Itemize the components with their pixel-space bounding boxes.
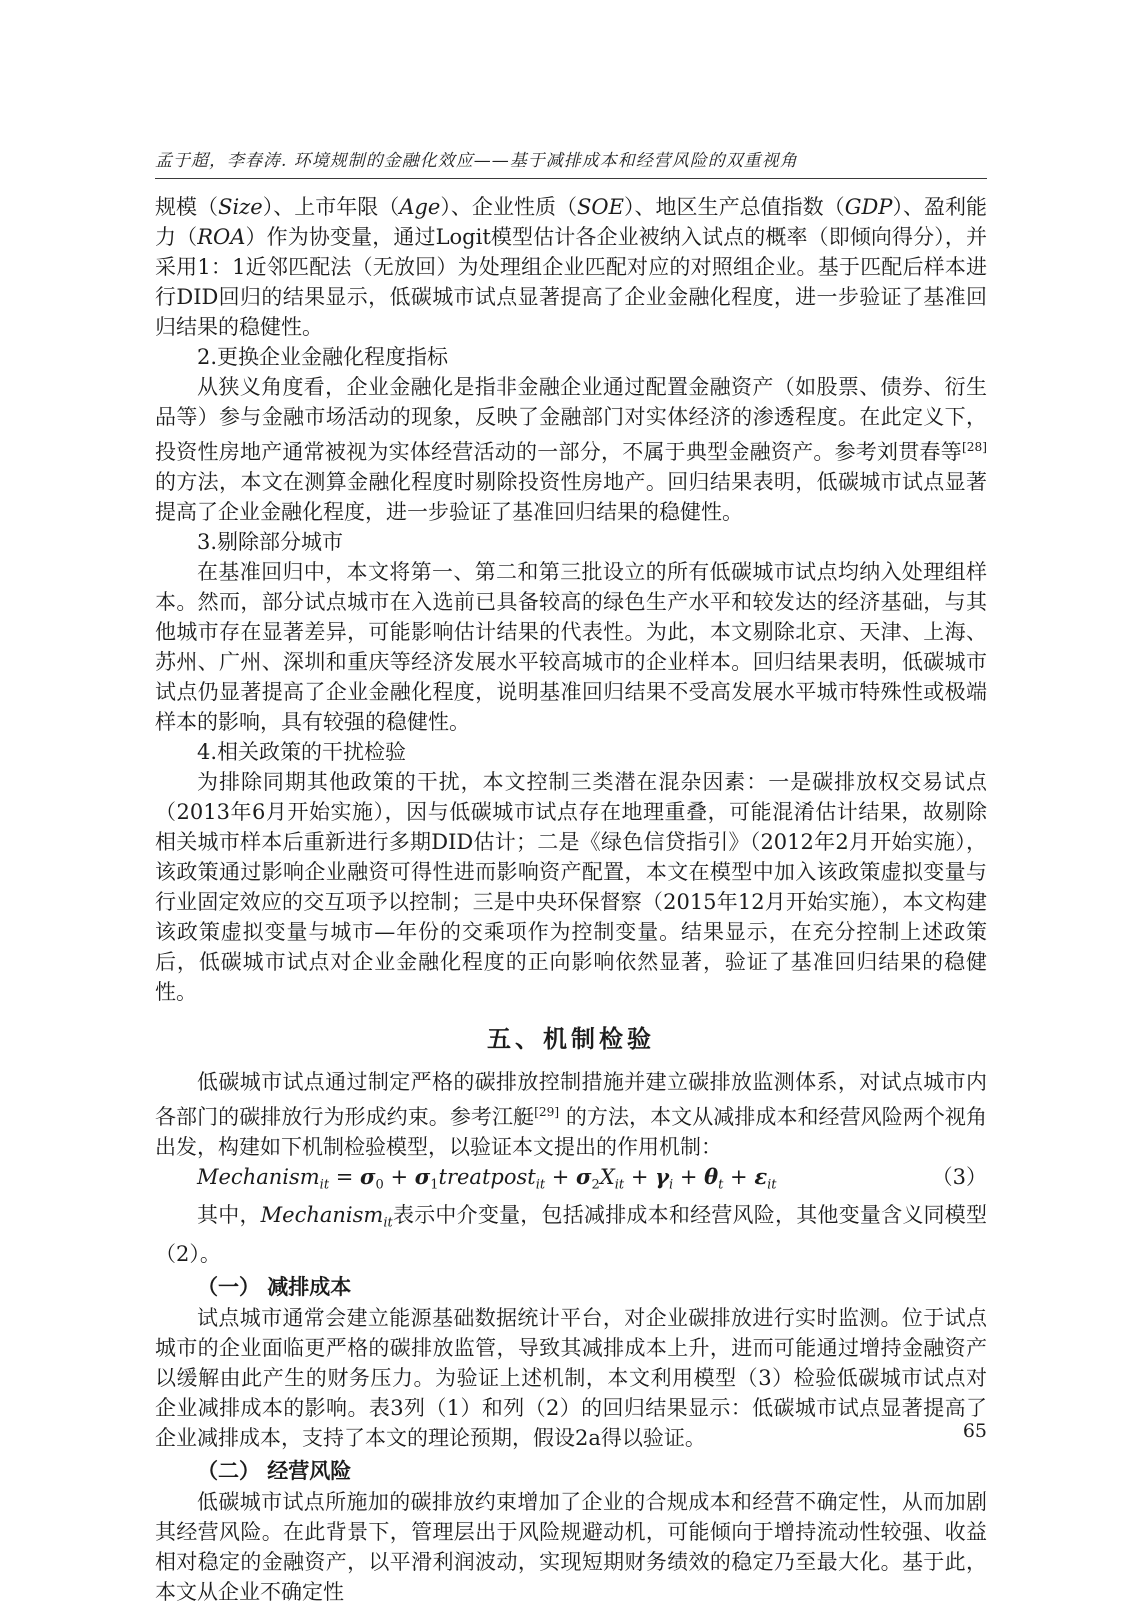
mechanism-equation <box>197 1162 777 1201</box>
text-segment: + <box>723 1164 755 1189</box>
text-segment: + <box>383 1164 415 1189</box>
text-segment: 表示中介变量，包括减排成本和经营风险，其他变量含义同模型（2）。 <box>155 1203 987 1266</box>
equation-number: （3） <box>931 1164 987 1189</box>
text-segment: + <box>545 1164 577 1189</box>
text-segment: it <box>767 1177 777 1193</box>
text-segment: Age <box>399 195 441 219</box>
text-segment: 2 <box>591 1177 600 1193</box>
text-segment: 的方法，本文在测算金融化程度时剔除投资性房地产。回归结果表明，低碳城市试点显著提高了企业金融化程度，进一步验证了基准回归结果的稳健性。 <box>155 469 987 524</box>
page-number: 65 <box>962 1420 987 1442</box>
heading-exclude-cities: 3.剔除部分城市 <box>197 529 344 554</box>
section-title-mechanism-test: 五、机制检验 <box>487 1024 655 1053</box>
heading-replace-financialization-index: 2.更换企业金融化程度指标 <box>197 345 449 369</box>
paper-body <box>155 192 987 1607</box>
text-segment: X <box>599 1164 615 1189</box>
paper-page <box>155 146 987 1607</box>
text-segment: Size <box>218 195 263 219</box>
text-segment: GDP <box>844 195 893 219</box>
text-segment: σ <box>576 1163 592 1189</box>
text-segment: Mechanism <box>197 1164 320 1189</box>
heading-policy-interference-test: 4.相关政策的干扰检验 <box>197 739 407 764</box>
text-segment: 1 <box>430 1177 439 1193</box>
text-segment: + <box>673 1164 705 1189</box>
text-segment: Mechanism <box>260 1203 384 1228</box>
text-segment: it <box>535 1177 546 1193</box>
paragraph-exclude-cities: 在基准回归中，本文将第一、第二和第三批设立的所有低碳城市试点均纳入处理组样本。然而，部分试点城市在入选前已具备较高的绿色生产水平和较发达的经济基础，与其他城市存在显著差异，可能影响估计结果的代表性。为此，本文剔除北京、天津、上海、苏州、广州、深圳和重庆等经济发展水平较高城市的企业样本。回归结果表明，低碳城市试点仍显著提高了企业金融化程度，说明基准回归结果不受高发展水平城市特殊性或极端样本的影响，具有较强的稳健性。 <box>155 559 987 734</box>
text-segment: + <box>624 1164 656 1189</box>
text-segment: it <box>319 1177 330 1193</box>
paragraph-mechanism-intro <box>155 1067 987 1162</box>
text-segment: γ <box>655 1163 669 1189</box>
text-segment: [29] <box>534 1104 560 1119</box>
subheading-abatement-cost: （一） 减排成本 <box>197 1274 352 1299</box>
paragraph-operating-risk: 低碳城市试点所施加的碳排放约束增加了企业的合规成本和经营不确定性，从而加剧其经营风险。在此背景下，管理层出于风险规避动机，可能倾向于增持流动性较强、收益相对稳定的金融资产，以平滑利润波动，实现短期财务绩效的稳定乃至最大化。基于此，本文从企业不确定性 <box>155 1489 987 1604</box>
paragraph-replace-financialization-index <box>155 372 987 527</box>
text-segment: t <box>718 1177 724 1193</box>
text-segment: i <box>669 1177 674 1193</box>
text-segment: 低碳城市试点通过制定严格的碳排放控制措施并建立碳排放监测体系，对试点城市内各部门的碳排放行为形成约束。参考江艇 <box>155 1069 987 1129</box>
text-segment: ROA <box>197 225 246 249</box>
text-segment: 0 <box>375 1177 384 1193</box>
text-segment: ）作为协变量，通过Logit模型估计各企业被纳入试点的概率（即倾向得分），并采用1：1近邻匹配法（无放回）为处理组企业匹配对应的对照组企业。基于匹配后样本进行DID回归的结果显示，低碳城市试点显著提高了企业金融化程度，进一步验证了基准回归结果的稳健性。 <box>155 225 988 339</box>
text-segment: ）、地区生产总值指数（ <box>623 195 845 219</box>
text-segment: σ <box>414 1163 431 1189</box>
text-segment: [28] <box>962 440 987 454</box>
text-segment: it <box>383 1215 393 1231</box>
paragraph-psm-matching <box>155 192 987 342</box>
subheading-operating-risk: （二） 经营风险 <box>197 1458 352 1483</box>
text-segment: 从狭义角度看，企业金融化是指非金融企业通过配置金融资产（如股票、债券、衍生品等）参与金融市场活动的现象，反映了金融部门对实体经济的渗透程度。在此定义下，投资性房地产通常被视为实体经营活动的一部分，不属于典型金融资产。参考刘贯春等 <box>155 375 987 464</box>
text-segment: SOE <box>577 195 624 219</box>
text-segment: θ <box>704 1163 719 1189</box>
equation-row <box>155 1162 987 1201</box>
text-segment: 其中， <box>197 1203 261 1228</box>
text-segment: ）、企业性质（ <box>440 195 578 219</box>
text-segment: ）、盈利能力（ <box>155 195 988 249</box>
text-segment: ）、上市年限（ <box>262 195 400 219</box>
text-segment: treatpost <box>438 1164 536 1189</box>
running-head: 孟于超，李春涛. 环境规制的金融化效应——基于减排成本和经营风险的双重视角 <box>155 151 798 171</box>
paragraph-abatement-cost: 试点城市通常会建立能源基础数据统计平台，对企业碳排放进行实时监测。位于试点城市的企业面临更严格的碳排放监管，导致其减排成本上升，进而可能通过增持金融资产以缓解由此产生的财务压力。为验证上述机制，本文利用模型（3）检验低碳城市试点对企业减排成本的影响。表3列（1）和列（2）的回归结果显示：低碳城市试点显著提高了企业减排成本，支持了本文的理论预期，假设2a得以验证。 <box>155 1305 987 1450</box>
text-segment: 的方法，本文从减排成本和经营风险两个视角出发，构建如下机制检验模型，以验证本文提出的作用机制： <box>155 1104 987 1159</box>
paragraph-policy-interference-test: 为排除同期其他政策的干扰，本文控制三类潜在混杂因素：一是碳排放权交易试点（2013年6月开始实施），因与低碳城市试点存在地理重叠，可能混淆估计结果，故剔除相关城市样本后重新进行多期DID估计；二是《绿色信贷指引》（2012年2月开始实施），该政策通过影响企业融资可得性进而影响资产配置，本文在模型中加入该政策虚拟变量与行业固定效应的交互项予以控制；三是中央环保督察（2015年12月开始实施），本文构建该政策虚拟变量与城市—年份的交乘项作为控制变量。结果显示，在充分控制上述政策后，低碳城市试点对企业金融化程度的正向影响依然显著，验证了基准回归结果的稳健性。 <box>155 769 987 1004</box>
text-segment: = <box>329 1164 361 1189</box>
text-segment: it <box>614 1177 625 1193</box>
paragraph-equation-explanation <box>155 1200 987 1269</box>
text-segment: σ <box>360 1163 376 1189</box>
text-segment: ε <box>754 1163 768 1189</box>
text-segment: 规模（ <box>155 195 219 219</box>
header-divider <box>155 178 987 179</box>
